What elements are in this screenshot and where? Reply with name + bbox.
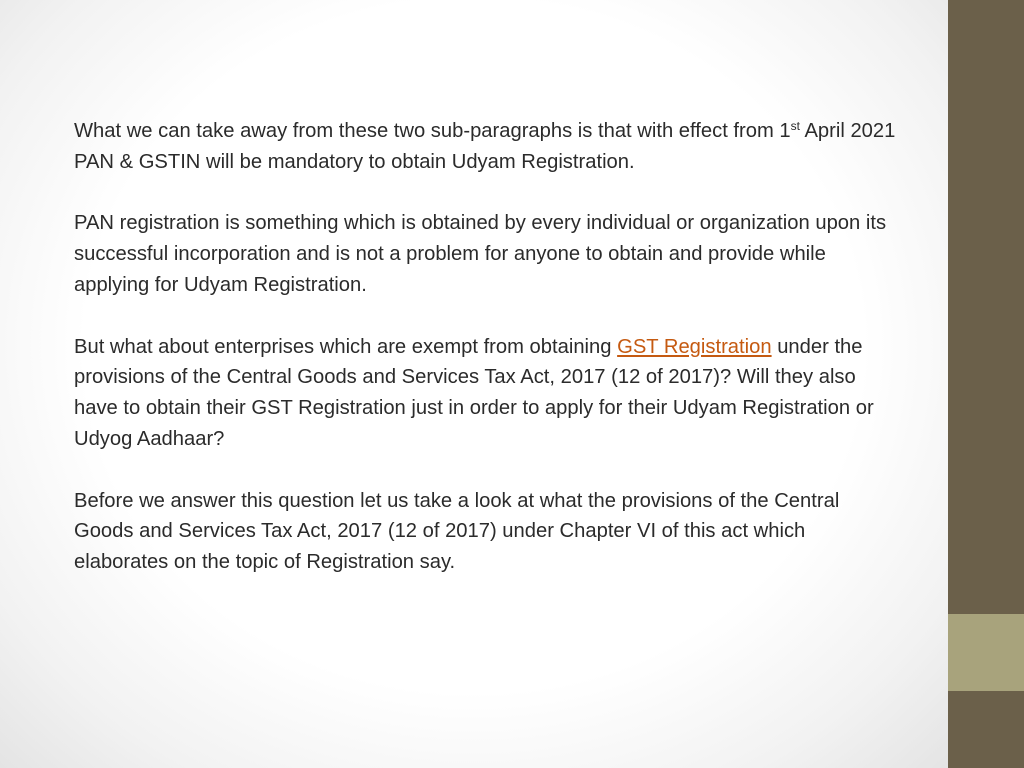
slide-body bbox=[74, 116, 902, 609]
paragraph-3-text-start: But what about enterprises which are exempt from obtaining bbox=[74, 335, 618, 358]
paragraph-4: Before we answer this question let us take a look at what the provisions of the Central Goods and Services Tax Act, 2017 (12 of 2017) under Chapter VI of this act which elaborates on the topic of Registration say. bbox=[74, 489, 840, 574]
paragraph-1 bbox=[74, 116, 902, 178]
sidebar-accent-block bbox=[948, 614, 1024, 691]
ordinal-suffix: st bbox=[790, 119, 800, 133]
paragraph-3 bbox=[74, 332, 902, 455]
paragraph-1-text-start: What we can take away from these two sub-paragraphs is that with effect from 1 bbox=[74, 120, 791, 142]
paragraph-2: PAN registration is something which is obtained by every individual or organization upon its successful incorporation and is not a problem for anyone to obtain and provide while applying for Udyam Registration. bbox=[74, 212, 887, 296]
paragraph-1-text-end: April 2021 PAN & GSTIN will be mandatory to obtain Udyam Registration. bbox=[74, 120, 896, 173]
gst-registration-link[interactable]: GST Registration bbox=[617, 335, 772, 358]
paragraph-3-text-end: under the provisions of the Central Goods and Services Tax Act, 2017 (12 of 2017)? Will they also have to obtain their GST Registration just in order to apply for their Udyam Registration or Udyog Aadhaar? bbox=[74, 335, 874, 450]
